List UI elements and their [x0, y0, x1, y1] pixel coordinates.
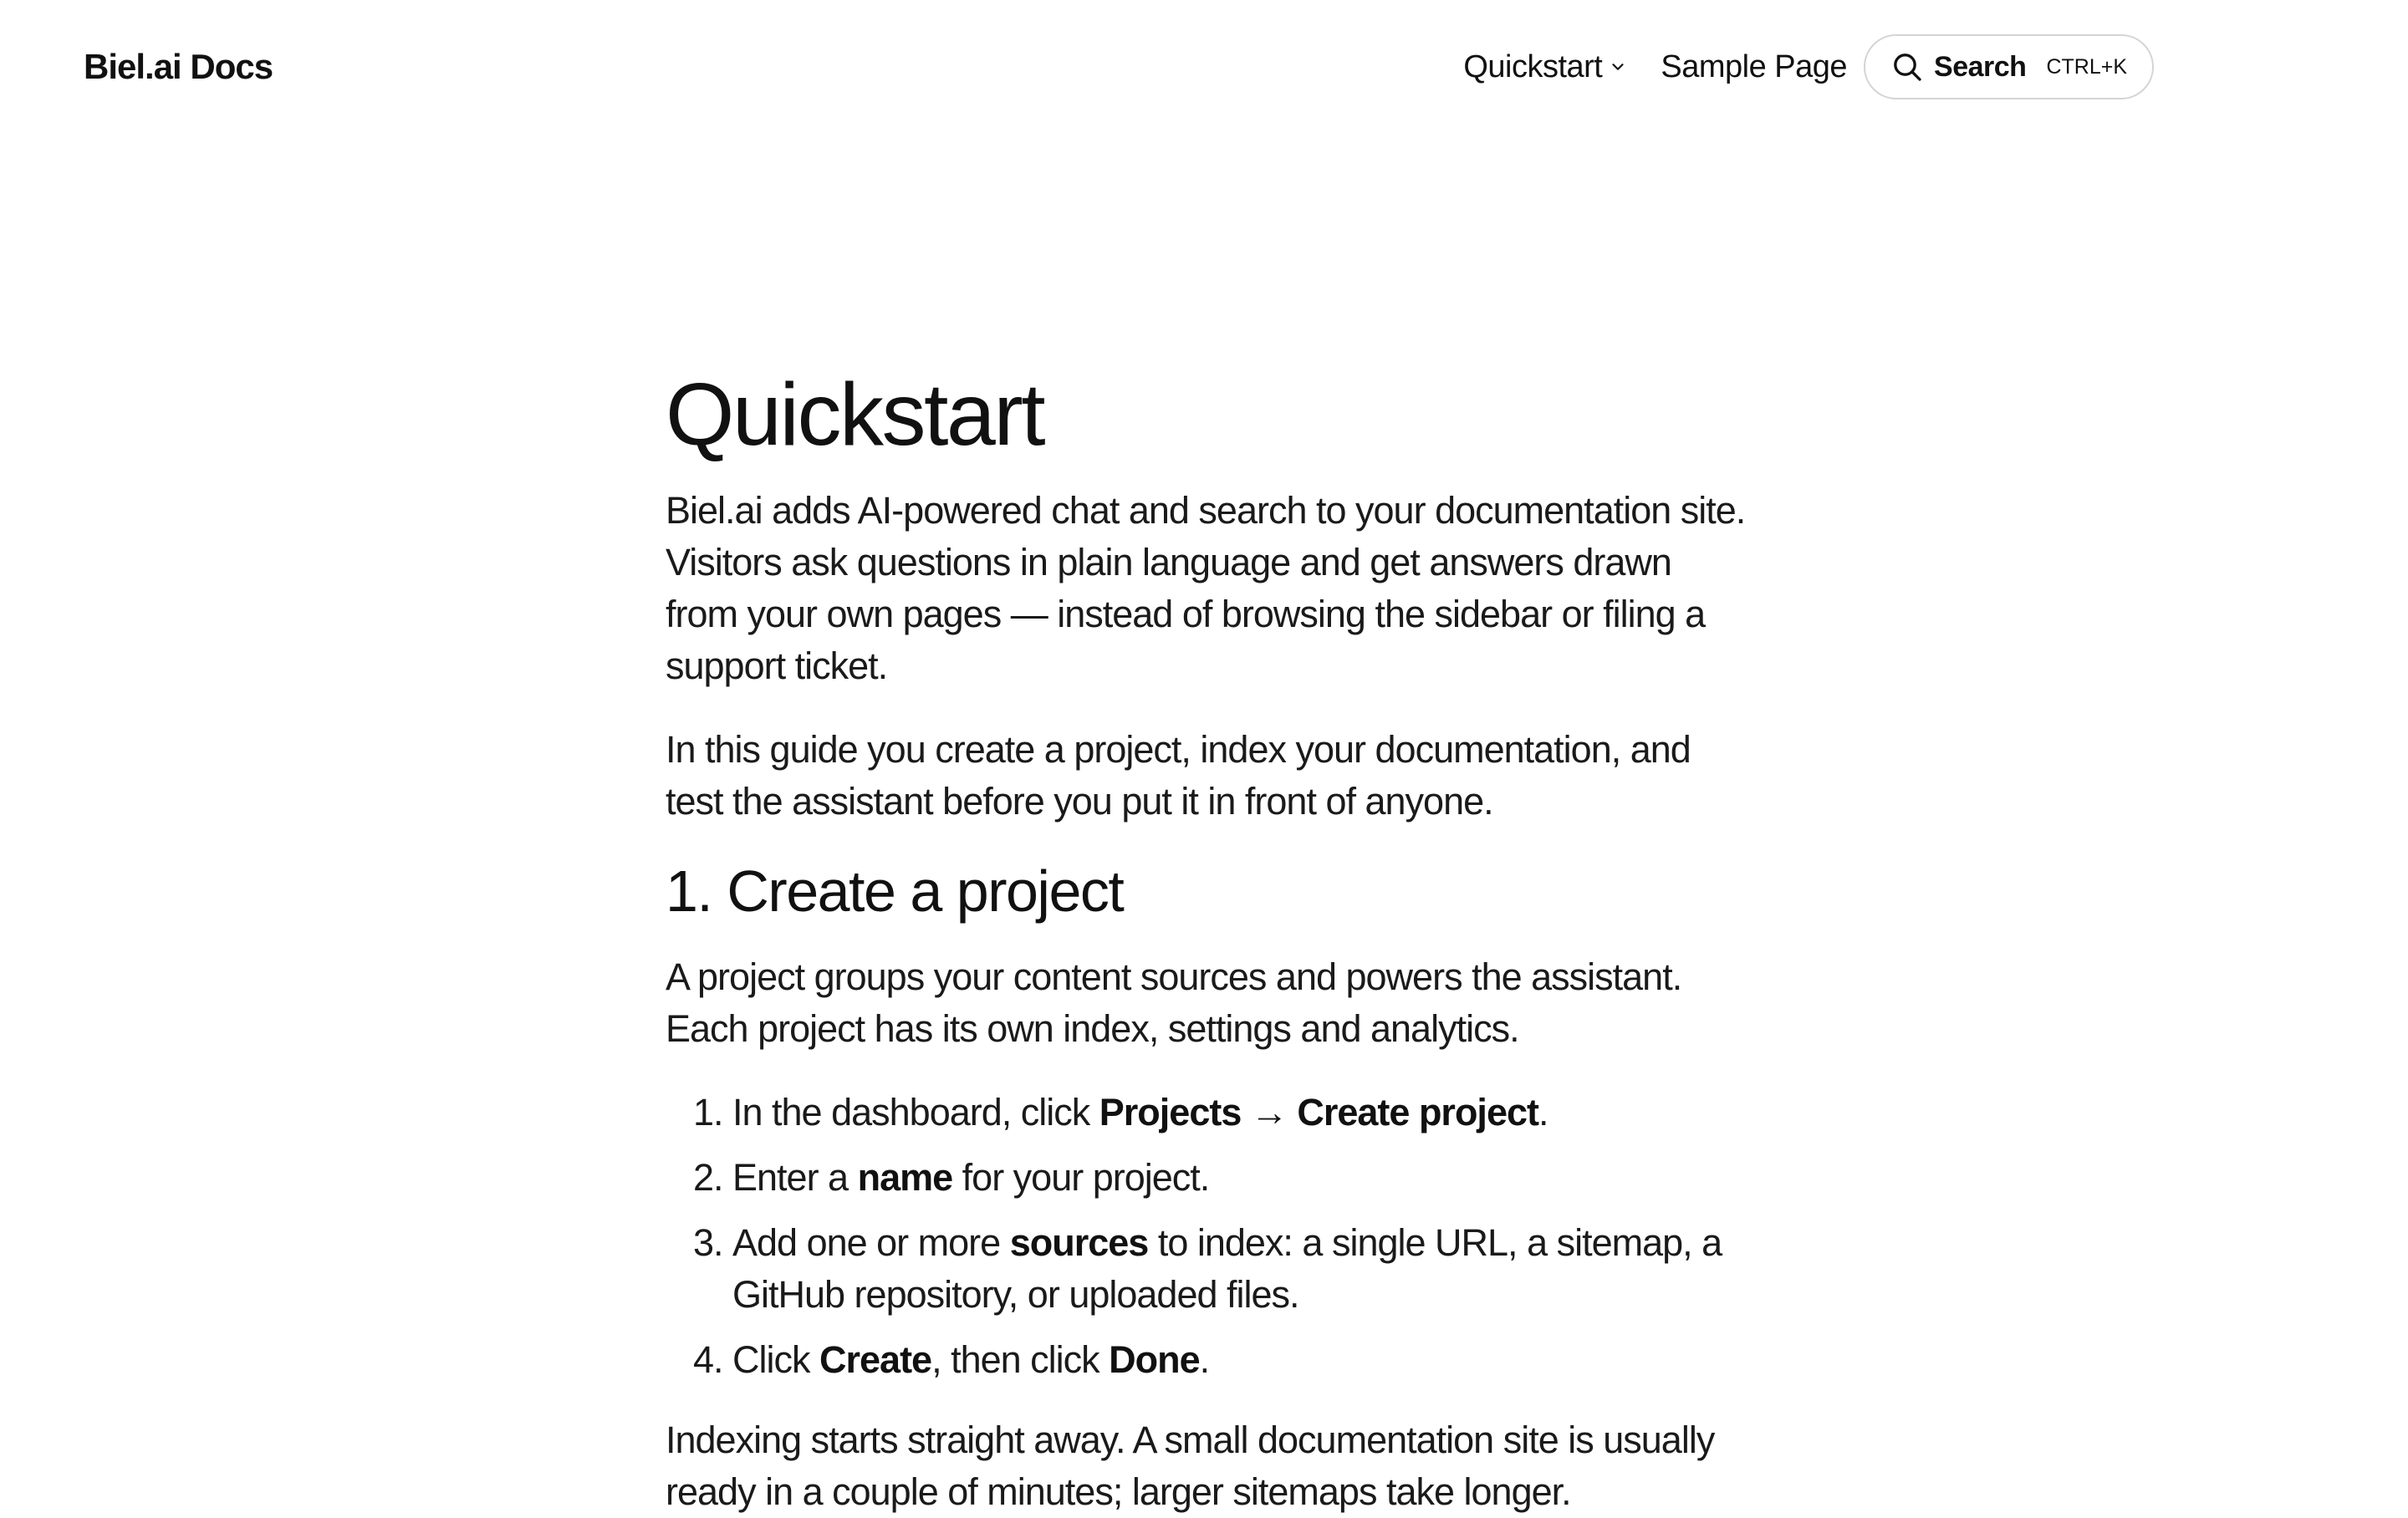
- step-text: In the dashboard, click: [732, 1091, 1099, 1133]
- search-button-label: Search: [1934, 50, 2027, 83]
- nav-item-sample-page-label: Sample Page: [1661, 49, 1848, 84]
- step-text: , then click: [931, 1338, 1110, 1381]
- search-icon: [1890, 50, 1924, 84]
- main-content: [666, 358, 1752, 1518]
- top-nav: [1463, 33, 2154, 100]
- search-shortcut-hint: CTRL+K: [2046, 54, 2127, 79]
- section-heading-create-project: 1. Create a project: [666, 858, 1124, 924]
- step-item: [732, 1087, 1752, 1138]
- step-text: .: [1199, 1338, 1210, 1381]
- step-text: Add one or more: [732, 1221, 1010, 1264]
- nav-item-quickstart-label: Quickstart: [1463, 49, 1603, 84]
- step-text: Click: [732, 1338, 819, 1381]
- guide-overview-paragraph: In this guide you create a project, index your documentation, and test the assistant before you put it in front of anyone.: [666, 728, 1691, 823]
- chevron-down-icon: [1609, 58, 1627, 76]
- step-text: .: [1538, 1091, 1548, 1133]
- site-header: [0, 0, 2408, 134]
- step-strong: Done: [1109, 1338, 1200, 1381]
- step-item: [732, 1152, 1752, 1204]
- step-item: [732, 1217, 1752, 1321]
- brand-logo-link[interactable]: Biel.ai Docs: [84, 47, 273, 86]
- section-description: A project groups your content sources and powers the assistant. Each project has its own index, settings and analytics.: [666, 955, 1682, 1050]
- step-text: for your project.: [952, 1156, 1210, 1199]
- step-text: Enter a: [732, 1156, 858, 1199]
- step-strong: Projects → Create project: [1099, 1091, 1538, 1133]
- search-button[interactable]: [1864, 34, 2154, 99]
- step-strong: sources: [1009, 1221, 1149, 1264]
- steps-list: [666, 1087, 1752, 1386]
- page-title: Quickstart: [666, 365, 1044, 464]
- intro-paragraph: Biel.ai adds AI-powered chat and search to your documentation site. Visitors ask questions in plain language and get answers drawn from your own pages — instead of browsing the sidebar or filing a support ticket.: [666, 489, 1746, 687]
- nav-item-sample-page[interactable]: [1661, 33, 1847, 100]
- nav-item-quickstart[interactable]: [1463, 33, 1627, 100]
- step-strong: name: [857, 1156, 953, 1199]
- indexing-note-paragraph: Indexing starts straight away. A small documentation site is usually ready in a couple of minutes; larger sitemaps take longer.: [666, 1419, 1715, 1513]
- step-text: to index: a single URL, a sitemap, a GitHub repository, or uploaded files.: [732, 1221, 1722, 1316]
- step-item: [732, 1334, 1752, 1386]
- step-strong: Create: [819, 1338, 932, 1381]
